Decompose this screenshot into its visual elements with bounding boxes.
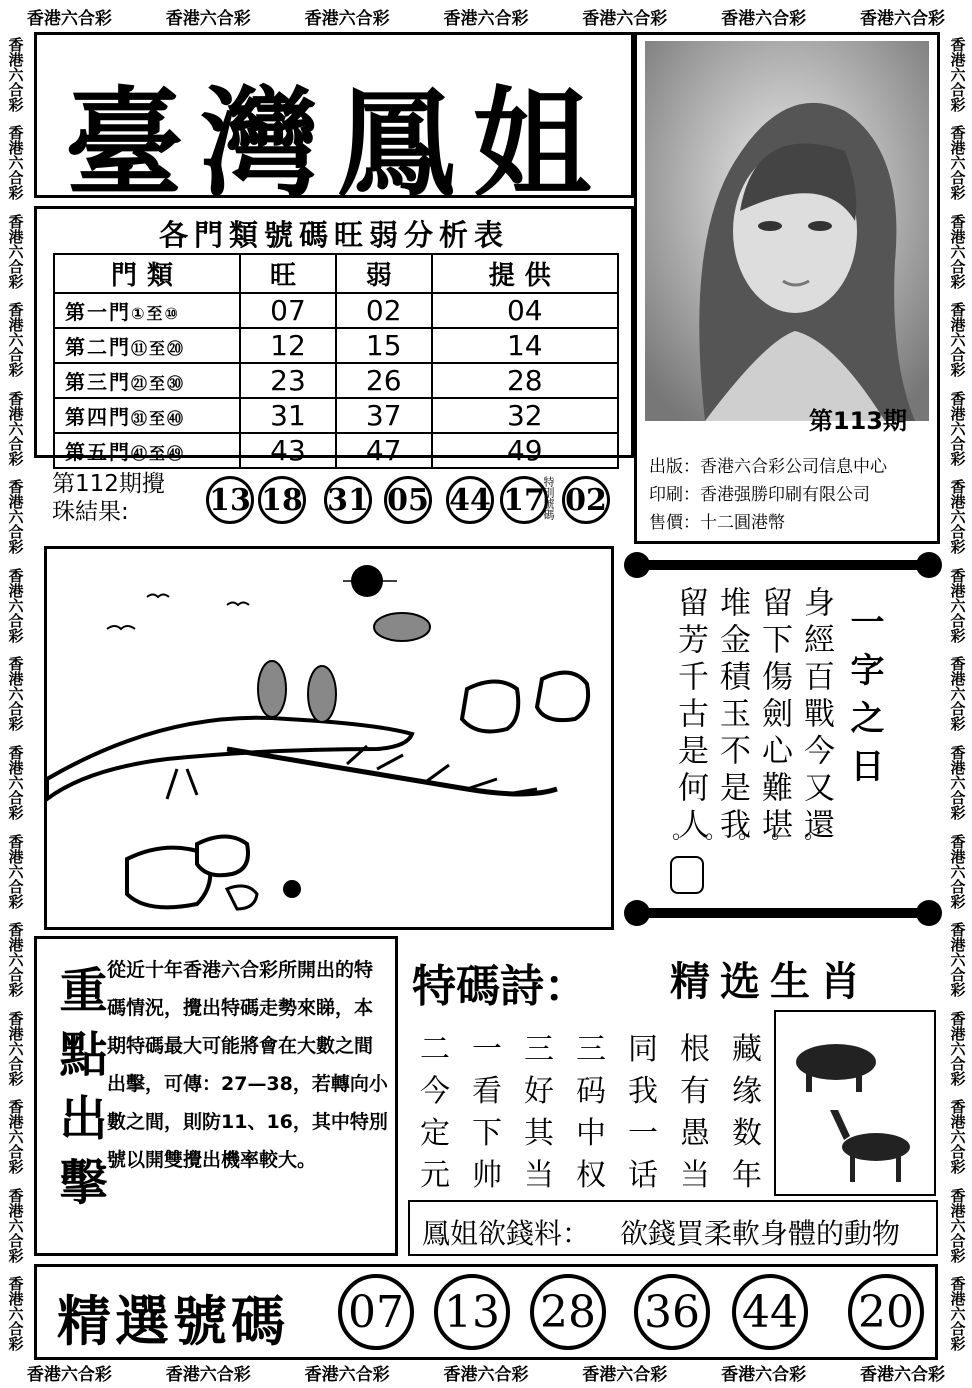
border-text: 香港六合彩 [6, 656, 25, 732]
weak-cell: 15 [336, 328, 432, 363]
border-text: 香港六合彩 [6, 1187, 25, 1263]
table-row [54, 433, 618, 468]
table-row [54, 398, 618, 433]
header-strong: 旺 [240, 254, 336, 293]
publisher-info [649, 453, 887, 537]
analysis-table [53, 253, 619, 469]
border-text: 香港六合彩 [6, 745, 25, 821]
tema-char: 当 [524, 1158, 554, 1193]
tema-char: 码 [576, 1074, 606, 1109]
border-text: 香港六合彩 [948, 745, 967, 821]
pick-number: 28 [530, 1274, 606, 1350]
strong-cell: 12 [240, 328, 336, 363]
bottom-scroll-bar [634, 908, 928, 918]
group-cell [54, 398, 240, 433]
group-cell [54, 293, 240, 328]
left-border [2, 30, 28, 1358]
border-text: 香港六合彩 [948, 833, 967, 909]
result-ball: 13 [206, 476, 254, 524]
special-ball: 02 [562, 476, 610, 524]
border-text: 香港六合彩 [948, 390, 967, 466]
result-ball: 17 [500, 476, 548, 524]
border-text: 香港六合彩 [6, 36, 25, 112]
pick-number: 13 [434, 1274, 510, 1350]
group-range: ⑪至⑳ [131, 339, 186, 358]
photo-box [634, 32, 940, 544]
border-text: 香港六合彩 [948, 1010, 967, 1086]
stamp-icon [670, 856, 704, 894]
money-text: 欲錢買柔軟身體的動物 [620, 1217, 901, 1250]
tema-char: 好 [524, 1074, 554, 1109]
tema-char: 下 [472, 1116, 502, 1151]
poem-heading: 一字之日 [844, 604, 884, 796]
right-border [944, 30, 970, 1358]
money-box [408, 1200, 938, 1256]
result-ball: 05 [384, 476, 432, 524]
tema-char: 定 [420, 1116, 450, 1151]
tema-char: 二 [420, 1032, 450, 1067]
tema-char: 数 [732, 1116, 762, 1151]
top-scroll-bar [634, 560, 928, 570]
border-text: 香港六合彩 [721, 8, 807, 29]
border-text: 香港六合彩 [859, 1364, 945, 1385]
top-scroll-right-end [916, 552, 942, 578]
border-text: 香港六合彩 [443, 8, 529, 29]
analysis-box [34, 206, 634, 467]
offer-cell: 49 [432, 433, 618, 468]
border-text: 香港六合彩 [6, 213, 25, 289]
tema-char: 缘 [732, 1074, 762, 1109]
poem-column-3: 堆金積玉不是我 [714, 586, 750, 845]
illustration-box [44, 546, 614, 930]
tema-char: 一 [628, 1116, 658, 1151]
border-text: 香港六合彩 [948, 1187, 967, 1263]
zodiac-box [774, 1010, 936, 1196]
tema-char: 话 [628, 1158, 658, 1193]
table-row [54, 328, 618, 363]
special-box [34, 936, 398, 1256]
border-text: 香港六合彩 [948, 1099, 967, 1175]
group-range: ①至⑩ [131, 304, 181, 323]
table-row [54, 293, 618, 328]
pick-number: 20 [848, 1274, 924, 1350]
zodiac-animals [776, 1012, 934, 1194]
strong-cell: 07 [240, 293, 336, 328]
tema-char: 权 [576, 1158, 606, 1193]
tema-char: 今 [420, 1074, 450, 1109]
border-text: 香港六合彩 [304, 1364, 390, 1385]
strong-cell: 23 [240, 363, 336, 398]
offer-cell: 32 [432, 398, 618, 433]
pick-number: 36 [634, 1274, 710, 1350]
selection-label: 精選號碼 [57, 1290, 289, 1353]
strong-cell: 43 [240, 433, 336, 468]
border-text: 香港六合彩 [948, 125, 967, 201]
border-text: 香港六合彩 [582, 8, 668, 29]
border-text: 香港六合彩 [948, 656, 967, 732]
tema-char: 藏 [732, 1032, 762, 1067]
border-text: 香港六合彩 [948, 36, 967, 112]
special-label: 特別號碼 [542, 476, 555, 520]
tema-char: 三 [524, 1032, 554, 1067]
border-text: 香港六合彩 [948, 922, 967, 998]
weak-cell: 26 [336, 363, 432, 398]
border-text: 香港六合彩 [948, 1276, 967, 1352]
bottom-scroll-left-end [624, 900, 650, 926]
results-label-line2: 珠結果: [52, 499, 129, 525]
weak-cell: 37 [336, 398, 432, 433]
group-name: 第二門 [65, 335, 131, 359]
tema-char: 愚 [680, 1116, 710, 1151]
header-group: 門類 [54, 254, 240, 293]
tema-char: 元 [420, 1158, 450, 1193]
border-text: 香港六合彩 [165, 8, 251, 29]
title-box [34, 32, 634, 213]
tema-char: 帅 [472, 1158, 502, 1193]
border-text: 香港六合彩 [948, 213, 967, 289]
border-text: 香港六合彩 [582, 1364, 668, 1385]
border-text: 香港六合彩 [165, 1364, 251, 1385]
publisher-line: 出版：香港六合彩公司信息中心 [649, 457, 887, 477]
tema-char: 中 [576, 1116, 606, 1151]
top-scroll-left-end [624, 552, 650, 578]
tema-char: 看 [472, 1074, 502, 1109]
border-text: 香港六合彩 [6, 390, 25, 466]
group-cell [54, 328, 240, 363]
poem-column-2: 留下傷劍心難堪 [756, 586, 792, 845]
result-ball: 44 [446, 476, 494, 524]
offer-cell: 04 [432, 293, 618, 328]
weak-cell: 02 [336, 293, 432, 328]
border-text: 香港六合彩 [721, 1364, 807, 1385]
border-text: 香港六合彩 [6, 922, 25, 998]
group-cell [54, 363, 240, 398]
border-text: 香港六合彩 [304, 8, 390, 29]
poem-column-1: 身經百戰今又還 [798, 586, 834, 845]
poem-dots: 。。。。。 [672, 819, 849, 844]
header-weak: 弱 [336, 254, 432, 293]
tema-char: 有 [680, 1074, 710, 1109]
tema-char: 根 [680, 1032, 710, 1067]
border-text: 香港六合彩 [948, 302, 967, 378]
pick-number: 07 [338, 1274, 414, 1350]
border-text: 香港六合彩 [859, 8, 945, 29]
border-text: 香港六合彩 [6, 567, 25, 643]
tema-title: 特碼詩： [412, 961, 588, 1012]
tema-char: 我 [628, 1074, 658, 1109]
table-caption: 各門類號碼旺弱分析表 [158, 218, 509, 252]
border-text: 香港六合彩 [26, 1364, 112, 1385]
strong-cell: 31 [240, 398, 336, 433]
offer-cell: 14 [432, 328, 618, 363]
border-text: 香港六合彩 [6, 479, 25, 555]
border-text: 香港六合彩 [6, 1010, 25, 1086]
group-range: ㉛至㊵ [131, 409, 186, 428]
border-text: 香港六合彩 [6, 1276, 25, 1352]
tema-char: 其 [524, 1116, 554, 1151]
border-text: 香港六合彩 [6, 833, 25, 909]
page-title: 臺灣鳳姐 [65, 74, 610, 213]
side-title: 重點出擊 [51, 965, 107, 1221]
printer-line: 印刷：香港强勝印刷有限公司 [649, 485, 870, 505]
tema-char: 三 [576, 1032, 606, 1067]
group-range: ㊶至㊾ [131, 444, 186, 463]
tema-char: 年 [732, 1158, 762, 1193]
group-cell [54, 433, 240, 468]
border-text: 香港六合彩 [6, 125, 25, 201]
table-row [54, 363, 618, 398]
money-label: 鳳姐欲錢料： [422, 1217, 591, 1250]
group-range: ㉑至㉚ [131, 374, 186, 393]
tema-char: 当 [680, 1158, 710, 1193]
border-text: 香港六合彩 [6, 302, 25, 378]
price-line: 售價：十二圓港幣 [649, 513, 785, 533]
border-text: 香港六合彩 [443, 1364, 529, 1385]
border-text: 香港六合彩 [6, 1099, 25, 1175]
poem-column-4: 留芳千古是何人 [672, 586, 708, 845]
special-text: 從近十年香港六合彩所開出的特碼情況，攪出特碼走勢來睇，本期特碼最大可能將會在大數之間出擊，可傳：27—38，若轉向小數之間，則防11、16，其中特別號以開雙攪出機率較大。 [107, 959, 388, 1171]
issue-number: 第113期 [808, 407, 907, 435]
weak-cell: 47 [336, 433, 432, 468]
tema-char: 一 [472, 1032, 502, 1067]
result-ball: 31 [324, 476, 372, 524]
bottom-scroll-right-end [916, 900, 942, 926]
group-name: 第四門 [65, 405, 131, 429]
bottom-border [0, 1358, 972, 1386]
tema-char: 同 [628, 1032, 658, 1067]
top-border [0, 2, 972, 30]
portrait-image [645, 41, 929, 421]
border-text: 香港六合彩 [948, 479, 967, 555]
pick-number: 44 [732, 1274, 808, 1350]
offer-cell: 28 [432, 363, 618, 398]
birds-painting [47, 549, 611, 927]
result-ball: 18 [258, 476, 306, 524]
group-name: 第三門 [65, 370, 131, 394]
tema-subtitle: 精选生肖 [670, 959, 870, 1005]
results-label-line1: 第112期攪 [52, 471, 165, 497]
header-offer: 提供 [432, 254, 618, 293]
border-text: 香港六合彩 [948, 567, 967, 643]
analysis-table-wrap [53, 253, 619, 469]
group-name: 第五門 [65, 440, 131, 464]
border-text: 香港六合彩 [26, 8, 112, 29]
results-label [52, 470, 165, 526]
group-name: 第一門 [65, 300, 131, 324]
